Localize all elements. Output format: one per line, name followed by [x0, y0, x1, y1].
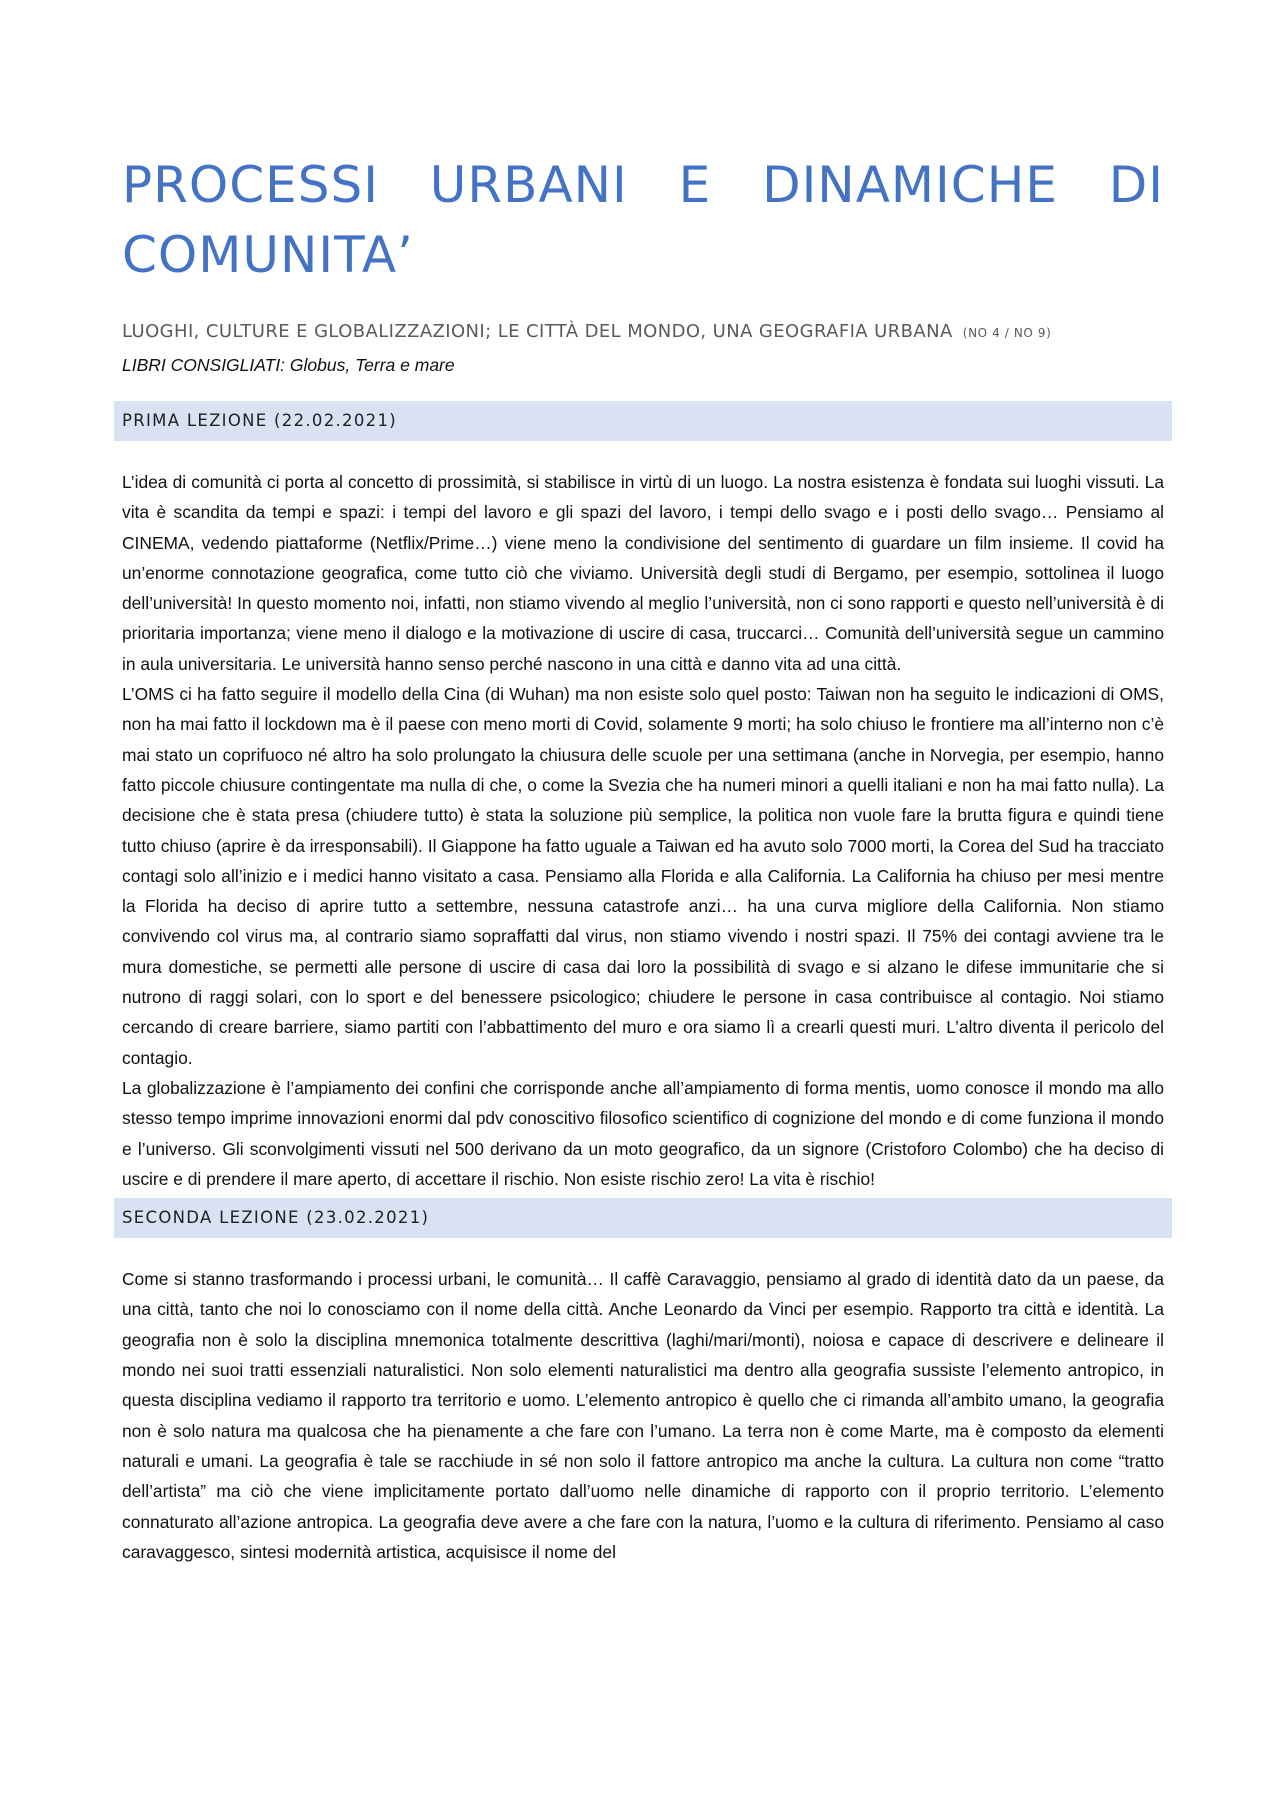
paragraph: La globalizzazione è l’ampiamento dei confini che corrisponde anche all’ampiamento di forma mentis, uomo conosce il mondo ma allo stesso tempo imprime innovazioni enormi dal pdv conoscitivo filosofico scientifico di cognizione del mondo e di come funziona il mondo e l’universo. Gli sconvolgimenti vissuti nel 500 derivano da un moto geografico, da un signore (Cristoforo Colombo) che ha deciso di uscire e di prendere il mare aperto, di accettare il rischio. Non esiste rischio zero! La vita è rischio!	[122, 1077, 1164, 1189]
subtitle-note: (NO 4 / NO 9)	[962, 326, 1052, 340]
paragraph: L’OMS ci ha fatto seguire il modello della Cina (di Wuhan) ma non esiste solo quel posto: Taiwan non ha seguito le indicazioni di OMS, non ha mai fatto il lockdown ma è il paese con meno morti di Covid, solamente 9 morti; ha solo chiuso le frontiere ma all’interno non c’è mai stato un coprifuoco né altro ha solo prolungato la chiusura delle scuole per una settimana (anche in Norvegia, per esempio, hanno fatto piccole chiusure contingentate ma nulla di che, o come la Svezia che ha numeri minori a quelli italiani e non ha mai fatto nulla). La decisione che è stata presa (chiudere tutto) è stata la soluzione più semplice, la politica non vuole fare la brutta figura e quindi tiene tutto chiuso (aprire è da irresponsabili). Il Giappone ha fatto uguale a Taiwan ed ha avuto solo 7000 morti, la Corea del Sud ha tracciato contagi solo all’inizio e i medici hanno visitato a casa. Pensiamo alla Florida e alla California. La California ha chiuso per mesi mentre la Florida ha deciso di aprire tutto a settembre, nessuna catastrofe anzi… ha una curva migliore della California. Non stiamo convivendo col virus ma, al contrario siamo sopraffatti dal virus, non stiamo vivendo i nostri spazi. Il 75% dei contagi avviene tra le mura domestiche, se permetti alle persone di uscire di casa dai loro la possibilità di svago e si alzano le difese immunitarie che si nutrono di raggi solari, con lo sport e del benessere psicologico; chiudere le persone in casa contribuisce al contagio. Noi stiamo cercando di creare barriere, siamo partiti con l’abbattimento del muro e ora siamo lì a crearli questi muri. L’altro diventa il pericolo del contagio.	[122, 684, 1164, 1068]
section-body-seconda-lezione	[122, 1264, 1164, 1567]
document-title: PROCESSI URBANI E DINAMICHE DI COMUNITA’	[122, 156, 1164, 284]
paragraph: L’idea di comunità ci porta al concetto di prossimità, si stabilisce in virtù di un luogo. La nostra esistenza è fondata sui luoghi vissuti. La vita è scandita da tempi e spazi: i tempi del lavoro e gli spazi del lavoro, i tempi dello svago e i posti dello svago… Pensiamo al CINEMA, vedendo piattaforme (Netflix/Prime…) viene meno la condivisione del sentimento di guardare un film insieme. Il covid ha un’enorme connotazione geografica, come tutto ciò che viviamo. Università degli studi di Bergamo, per esempio, sottolinea il luogo dell’università! In questo momento noi, infatti, non stiamo vivendo al meglio l’università, non ci sono rapporti e questo nell’università è di prioritaria importanza; viene meno il dialogo e la motivazione di uscire di casa, truccarci… Comunità dell’università segue un cammino in aula universitaria. Le università hanno senso perché nascono in una città e danno vita ad una città.	[122, 472, 1164, 674]
section-heading-prima-lezione: PRIMA LEZIONE (22.02.2021)	[114, 401, 1172, 441]
recommended-books: LIBRI CONSIGLIATI: Globus, Terra e mare	[122, 355, 455, 375]
section-body-prima-lezione	[122, 467, 1164, 1194]
document-page	[122, 150, 1164, 1567]
paragraph: Come si stanno trasformando i processi urbani, le comunità… Il caffè Caravaggio, pensiamo al grado di identità dato da un paese, da una città, tanto che noi lo conosciamo con il nome della città. Anche Leonardo da Vinci per esempio. Rapporto tra città e identità. La geografia non è solo la disciplina mnemonica totalmente descrittiva (laghi/mari/monti), noiosa e capace di descrivere e delineare il mondo nei suoi tratti essenziali naturalistici. Non solo elementi naturalistici ma dentro alla geografia sussiste l’elemento antropico, in questa disciplina vediamo il rapporto tra territorio e uomo. L’elemento antropico è quello che ci rimanda all’ambito umano, la geografia non è solo natura ma qualcosa che ha pienamente a che fare con l’umano. La terra non è come Marte, ma è composto da elementi naturali e umani. La geografia è tale se racchiude in sé non solo il fattore antropico ma anche la cultura. La cultura non come “tratto dell’artista” ma ciò che viene implicitamente portato dall’uomo nelle dinamiche di rapporto con il proprio territorio. L’elemento connaturato all’azione antropica. La geografia deve avere a che fare con la natura, l’uomo e la cultura di riferimento. Pensiamo al caso caravaggesco, sintesi modernità artistica, acquisisce il nome del	[122, 1269, 1164, 1562]
document-subtitle	[122, 320, 1164, 345]
subtitle-main: LUOGHI, CULTURE E GLOBALIZZAZIONI; LE CITTÀ DEL MONDO, UNA GEOGRAFIA URBANA	[122, 321, 953, 342]
section-heading-seconda-lezione: SECONDA LEZIONE (23.02.2021)	[114, 1198, 1172, 1238]
